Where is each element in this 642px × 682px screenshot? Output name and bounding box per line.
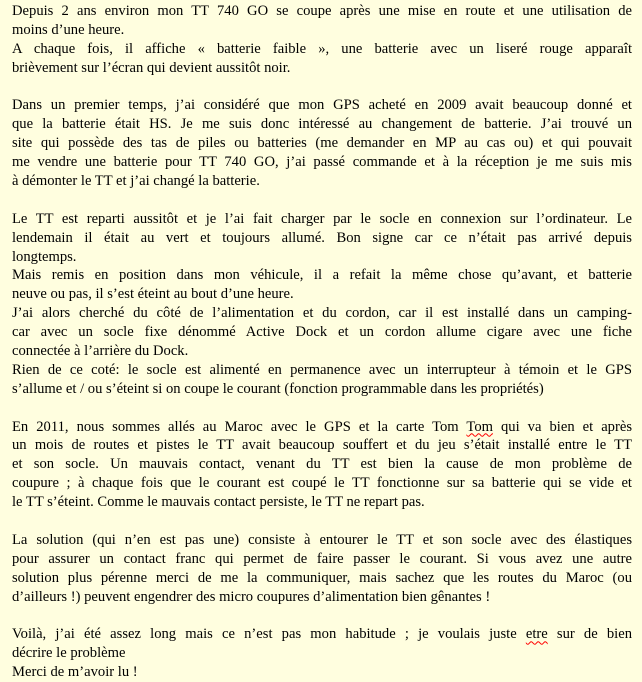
text-line: La solution (qui n’en est pas une) consiste à entourer le TT et son socle avec des élastiques xyxy=(12,531,632,548)
text-line: et son socle. Un mauvais contact, venant du TT est bien la cause de mon problème de xyxy=(12,456,632,473)
text-line: Le TT est reparti aussitôt et je l’ai fait charger par le socle en connexion sur l’ordinateur. Le xyxy=(12,210,632,227)
text-line: connectée à l’arrière du Dock. xyxy=(12,343,189,360)
text-line: Dans un premier temps, j’ai considéré que mon GPS acheté en 2009 avait beaucoup donné et xyxy=(12,97,632,114)
paragraph-5 xyxy=(12,531,632,607)
text-line: moins d’une heure. xyxy=(12,21,125,38)
paragraph-3 xyxy=(12,210,632,399)
paragraph-spacer xyxy=(12,399,632,418)
text-line: pour assurer un contact franc qui permet de faire passer le courant. Si vous avez une autre xyxy=(12,550,632,567)
text-line: d’ailleurs !) peuvent engendrer des micro coupures d’alimentation bien gênantes ! xyxy=(12,588,491,605)
text-line: longtemps. xyxy=(12,248,77,265)
paragraph-1 xyxy=(12,2,632,78)
text-line-etre: Voilà, j’ai été assez long mais ce n’est pas mon habitude ; je voulais juste etre sur de bien xyxy=(12,626,632,643)
text-line: me vendre une batterie pour TT 740 GO, j’ai passé commande et à la réception je me suis mis xyxy=(12,154,632,171)
paragraph-2 xyxy=(12,96,632,190)
text-line-tomtom: En 2011, nous sommes allés au Maroc avec le GPS et la carte Tom Tom qui va bien et après xyxy=(12,418,632,435)
text-line: s’allume et / ou s’éteint si on coupe le courant (fonction programmable dans les propriétés) xyxy=(12,380,544,397)
text-line: Depuis 2 ans environ mon TT 740 GO se coupe après une mise en route et une utilisation de xyxy=(12,3,632,19)
text-line: Mais remis en position dans mon véhicule, il a refait la même chose qu’avant, et batterie xyxy=(12,267,632,284)
text-line: coupure ; à chaque fois que le courant est coupé le TT fonctionne sur sa batterie qui se vide et xyxy=(12,475,632,492)
text-line: neuve ou pas, il s’est éteint au bout d’une heure. xyxy=(12,286,294,303)
text-line: car avec un socle fixe dénommé Active Dock et un cordon allume cigare avec une fiche xyxy=(12,324,632,341)
spellcheck-flagged-word: etre xyxy=(525,626,548,643)
text-line: un mois de routes et pistes le TT avait beaucoup souffert et du jeu s’était installé entre le TT xyxy=(12,437,632,454)
text-line: décrire le problème xyxy=(12,645,126,662)
paragraph-4 xyxy=(12,418,632,512)
text-line: lendemain il était au vert et toujours allumé. Bon signe car ce n’était pas arrivé depuis xyxy=(12,229,632,246)
text-line: Rien de ce coté: le socle est alimenté en permanence avec un interrupteur à témoin et le GPS xyxy=(12,361,632,378)
text-line: à démonter le TT et j’ai changé la batterie. xyxy=(12,173,260,190)
text-line: brièvement sur l’écran qui devient aussitôt noir. xyxy=(12,59,291,76)
text-line: J’ai alors cherché du côté de l’alimentation et du cordon, car il est installé dans un camping- xyxy=(12,305,632,322)
paragraph-spacer xyxy=(12,607,632,626)
text-line: le TT s’éteint. Comme le mauvais contact persiste, le TT ne repart pas. xyxy=(12,494,425,511)
text-line: A chaque fois, il affiche « batterie faible », une batterie avec un liseré rouge apparaît xyxy=(12,40,632,57)
text-line: Merci de m’avoir lu ! xyxy=(12,664,138,681)
text-line: site qui possède des tas de piles ou batteries (me demander en MP au cas ou) et qui pouvait xyxy=(12,135,632,152)
text-line: solution plus pérenne merci de me la communiquer, mais sachez que les routes du Maroc (ou xyxy=(12,569,632,586)
spellcheck-flagged-word: Tom xyxy=(466,418,493,435)
paragraph-6 xyxy=(12,625,632,682)
paragraph-spacer xyxy=(12,191,632,210)
paragraph-spacer xyxy=(12,512,632,531)
text-line: que la batterie était HS. Je me suis donc intéressé au changement de batterie. J’ai trouvé un xyxy=(12,116,632,133)
paragraph-spacer xyxy=(12,78,632,97)
